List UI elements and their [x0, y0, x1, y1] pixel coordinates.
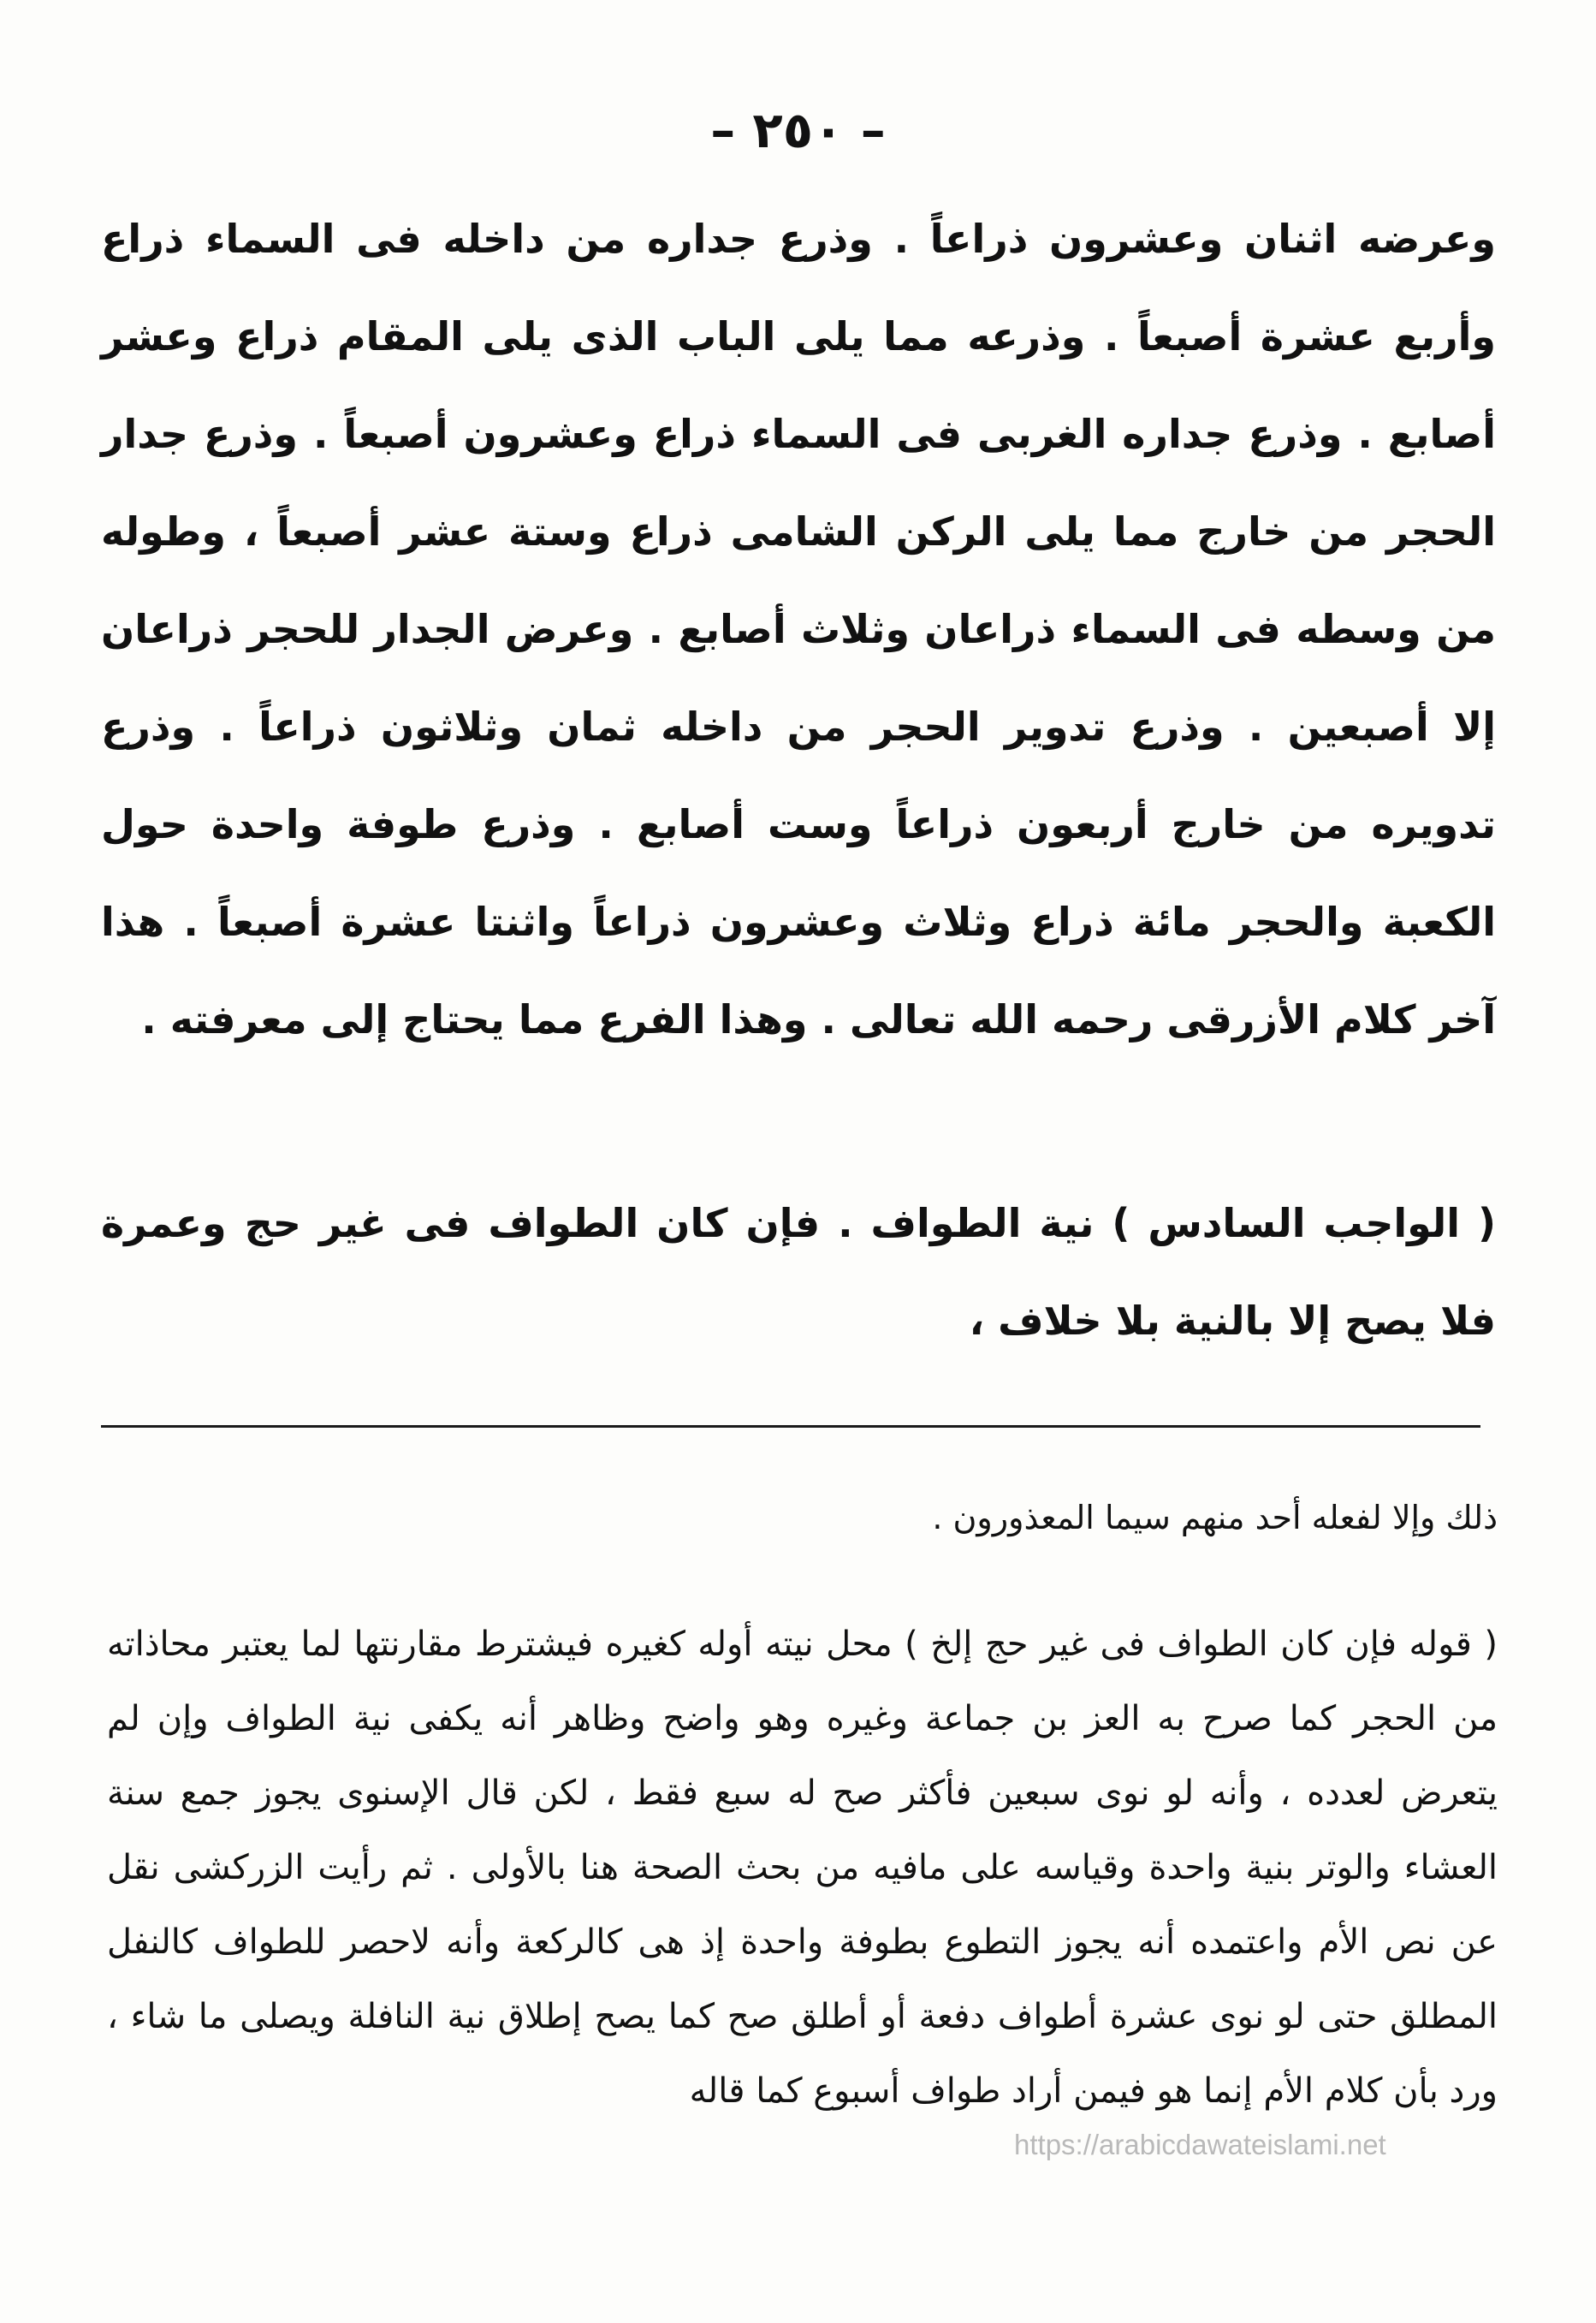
footnote-intro	[101, 1488, 1498, 1548]
page-number: – ٢٥٠ –	[710, 101, 886, 159]
footnote-commentary	[107, 1607, 1498, 2129]
section-sixth-obligation	[101, 1174, 1496, 1369]
footnote-divider	[101, 1425, 1480, 1428]
main-paragraph: وعرضه اثنان وعشرون ذراعاً . وذرع جداره من داخله فى السماء ذراع وأربع عشرة أصبعاً . وذرعه مما يلى الباب الذى يلى المقام ذراع وعشر أصابع . وذرع جداره الغربى فى السماء ذراع وعشرون أصبعاً . وذرع جدار الحجر من خارج مما يلى الركن الشامى ذراع وستة عشر أصبعاً ، وطوله من وسطه فى السماء ذراعان وثلاث أصابع . وعرض الجدار للحجر ذراعان إلا أصبعين . وذرع تدوير الحجر من داخله ثمان وثلاثون ذراعاً . وذرع تدويره من خارج أربعون ذراعاً وست أصابع . وذرع طوفة واحدة حول الكعبة والحجر مائة ذراع وثلاث وعشرون ذراعاً واثنتا عشرة أصبعاً . هذا آخر كلام الأزرقى رحمه الله تعالى . وهذا الفرع مما يحتاج إلى معرفته .	[101, 216, 1496, 1043]
watermark-url: https://arabicdawateislami.net	[1014, 2129, 1386, 2160]
commentary-paragraph: ( قوله فإن كان الطواف فى غير حج إلخ ) محل نيته أوله كغيره فيشترط مقارنتها لما يعتبر محاذاته من الحجر كما صرح به العز بن جماعة وغيره وهو واضح وظاهر أنه يكفى نية الطواف وإن لم يتعرض لعدده ، وأنه لو نوى سبعين فأكثر صح له سبع فقط ، لكن قال الإسنوى يجوز جمع سنة العشاء والوتر بنية واحدة وقياسه على مافيه من بحث الصحة هنا بالأولى . ثم رأيت الزركشى نقل عن نص الأم واعتمده أنه يجوز التطوع بطوفة واحدة إذ هى كالركعة وأنه لاحصر للطواف كالنفل المطلق حتى لو نوى عشرة أطواف دفعة أو أطلق صح كما يصح إطلاق نية النافلة ويصلى ما شاء ، ورد بأن كلام الأم إنما هو فيمن أراد طواف أسبوع كما قاله	[107, 1625, 1498, 2111]
main-text	[101, 190, 1496, 1068]
sixth-obligation-paragraph: ( الواجب السادس ) نية الطواف . فإن كان الطواف فى غير حج وعمرة فلا يصح إلا بالنية بلا خلاف ،	[101, 1200, 1496, 1344]
footnote-intro-text: ذلك وإلا لفعله أحد منهم سيما المعذورون .	[932, 1499, 1498, 1536]
